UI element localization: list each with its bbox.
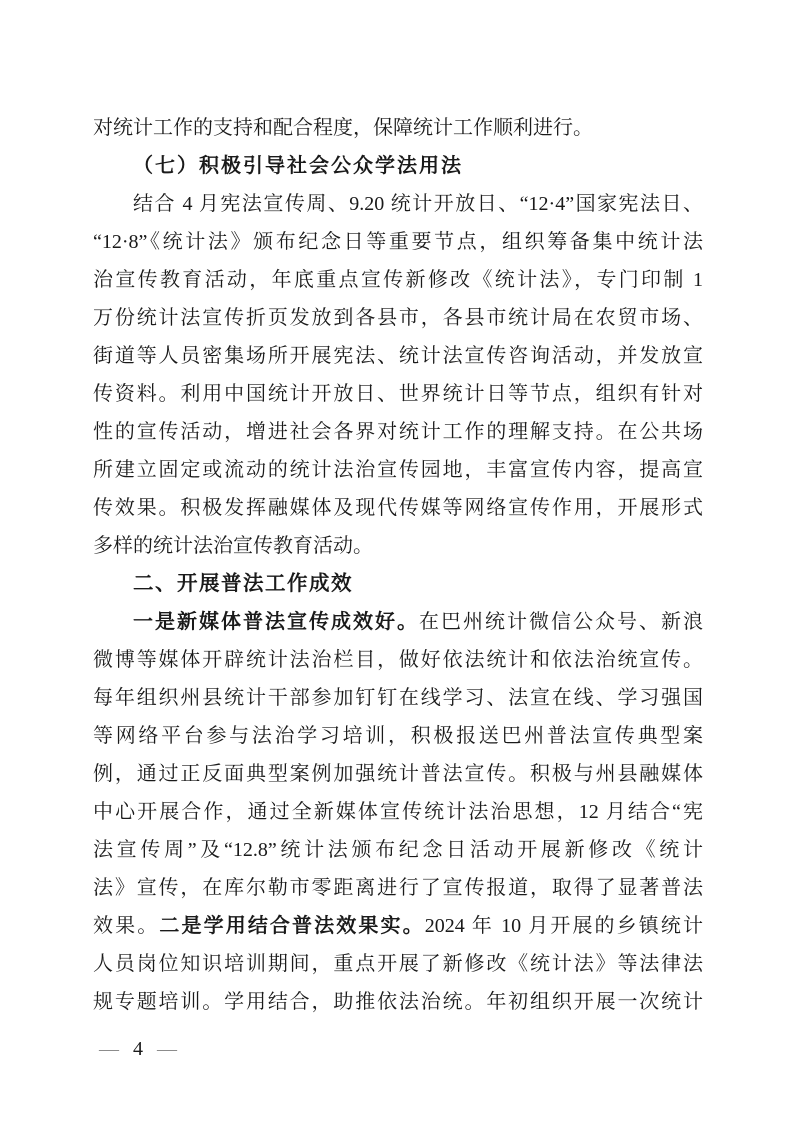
text-run: 多样的统计法治宣传教育活动。 xyxy=(93,535,373,557)
text-run: 每年组织州县统计干部参加钉钉在线学习、法宣在线、学习强国 xyxy=(93,687,703,709)
text-line xyxy=(93,337,703,375)
text-line xyxy=(93,451,703,489)
text-run: 规专题培训。学用结合，助推依法治统。年初组织开展一次统计 xyxy=(93,991,703,1013)
text-run: 效果。 xyxy=(93,915,160,937)
text-run: 例，通过正反面典型案例加强统计普法宣传。积极与州县融媒体 xyxy=(93,763,703,785)
text-run: 等网络平台参与法治学习培训，积极报送巴州普法宣传典型案 xyxy=(93,725,703,747)
text-run: 法宣传周”及“12.8”统计法颁布纪念日活动开展新修改《统计 xyxy=(93,839,703,861)
text-run: 结合 4 月宪法宣传周、9.20 统计开放日、“12·4”国家宪法日、 xyxy=(133,193,703,215)
text-run: 性的宣传活动，增进社会各界对统计工作的理解支持。在公共场 xyxy=(93,421,703,443)
bold-text-run: 二是学用结合普法效果实。 xyxy=(159,915,425,937)
section-heading xyxy=(93,565,703,603)
text-line xyxy=(93,185,703,223)
text-run: 人员岗位知识培训期间，重点开展了新修改《统计法》等法律法 xyxy=(93,953,703,975)
text-line xyxy=(93,489,703,527)
text-line xyxy=(93,223,703,261)
page-footer xyxy=(99,1034,177,1064)
footer-dash-left: — xyxy=(99,1038,119,1060)
text-line xyxy=(93,261,703,299)
text-line xyxy=(93,983,703,1021)
bold-text-run: 二、开展普法工作成效 xyxy=(133,572,353,595)
text-line xyxy=(93,641,703,679)
text-line xyxy=(93,945,703,983)
text-line xyxy=(93,869,703,907)
text-run: 对统计工作的支持和配合程度，保障统计工作顺利进行。 xyxy=(93,117,593,139)
text-run: 万份统计法宣传折页发放到各县市，各县市统计局在农贸市场、 xyxy=(93,307,703,329)
text-run: 中心开展合作，通过全新媒体宣传统计法治思想，12 月结合“宪 xyxy=(93,801,703,823)
footer-dash-right: — xyxy=(157,1038,177,1060)
text-line xyxy=(93,109,703,147)
text-run: 在巴州统计微信公众号、新浪 xyxy=(419,611,703,633)
text-line xyxy=(93,413,703,451)
text-run: 治宣传教育活动，年底重点宣传新修改《统计法》，专门印制 1 xyxy=(93,269,703,291)
text-line xyxy=(93,793,703,831)
text-run: 传资料。利用中国统计开放日、世界统计日等节点，组织有针对 xyxy=(93,383,703,405)
text-run: 2024 年 10 月开展的乡镇统计 xyxy=(424,915,704,937)
text-line xyxy=(93,679,703,717)
text-line xyxy=(93,603,703,641)
text-line xyxy=(93,831,703,869)
text-line xyxy=(93,755,703,793)
text-line xyxy=(93,527,703,565)
bold-text-run: 一是新媒体普法宣传成效好。 xyxy=(133,611,419,633)
text-line xyxy=(93,375,703,413)
text-line xyxy=(93,717,703,755)
document-body xyxy=(93,109,703,1021)
text-run: 街道等人员密集场所开展宪法、统计法宣传咨询活动，并发放宣 xyxy=(93,345,703,367)
text-run: 传效果。积极发挥融媒体及现代传媒等网络宣传作用，开展形式 xyxy=(93,497,703,519)
text-line xyxy=(93,907,703,945)
subsection-heading xyxy=(93,147,703,185)
page-number: 4 xyxy=(133,1038,143,1060)
text-run: 微博等媒体开辟统计法治栏目，做好依法统计和依法治统宣传。 xyxy=(93,649,703,671)
text-line xyxy=(93,299,703,337)
bold-text-run: （七）积极引导社会公众学法用法 xyxy=(133,155,463,177)
text-run: 法》宣传，在库尔勒市零距离进行了宣传报道，取得了显著普法 xyxy=(93,877,703,899)
text-run: 所建立固定或流动的统计法治宣传园地，丰富宣传内容，提高宣 xyxy=(93,459,703,481)
text-run: “12·8”《统计法》颁布纪念日等重要节点，组织筹备集中统计法 xyxy=(93,231,703,253)
